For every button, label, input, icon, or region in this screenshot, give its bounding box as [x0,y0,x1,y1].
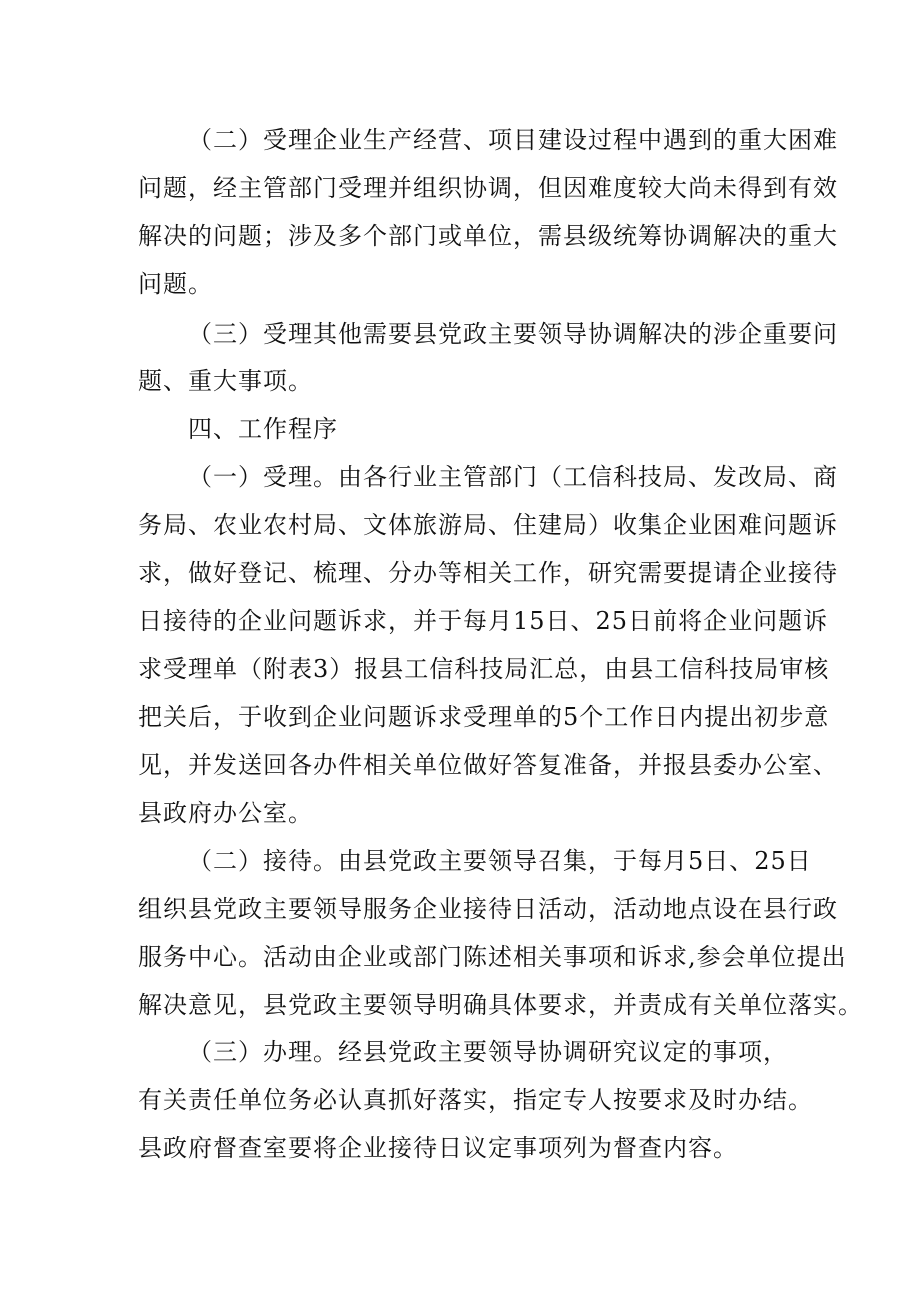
text-line: 题、重大事项。 [138,367,313,395]
text-line: 日接待的企业问题诉求，并于每月15日、25日前将企业问题诉 [138,607,829,635]
text-line: 服务中心。活动由企业或部门陈述相关事项和诉求,参会单位提出 [138,943,847,971]
text-line: 见，并发送回各办件相关单位做好答复准备，并报县委办公室、 [138,751,838,779]
text-line: （三）受理其他需要县党政主要领导协调解决的涉企重要问 [188,320,838,348]
text-line: 县政府督查室要将企业接待日议定事项列为督查内容。 [138,1134,738,1162]
text-line: 解决的问题；涉及多个部门或单位，需县级统筹协调解决的重大 [138,222,838,250]
text-line: 求，做好登记、梳理、分办等相关工作，研究需要提请企业接待 [138,559,838,587]
text-line: 求受理单（附表3）报县工信科技局汇总，由县工信科技局审核 [138,655,830,683]
section-heading: 四、工作程序 [188,415,338,443]
text-line: （三）办理。经县党政主要领导协调研究议定的事项， [188,1038,788,1066]
text-line: （一）受理。由各行业主管部门（工信科技局、发改局、商 [188,463,838,491]
text-line: 把关后，于收到企业问题诉求受理单的5个工作日内提出初步意 [138,703,830,731]
text-line: 解决意见，县党政主要领导明确具体要求，并责成有关单位落实。 [138,991,863,1019]
text-line: 问题。 [138,270,213,298]
text-line: 县政府办公室。 [138,799,313,827]
text-line: （二）受理企业生产经营、项目建设过程中遇到的重大困难 [188,126,838,154]
text-line: （二）接待。由县党政主要领导召集，于每月5日、25日 [188,847,812,875]
text-line: 组织县党政主要领导服务企业接待日活动，活动地点设在县行政 [138,895,838,923]
text-line: 有关责任单位务必认真抓好落实，指定专人按要求及时办结。 [138,1086,813,1114]
text-line: 问题，经主管部门受理并组织协调，但因难度较大尚未得到有效 [138,174,838,202]
text-line: 务局、农业农村局、文体旅游局、住建局）收集企业困难问题诉 [138,511,838,539]
